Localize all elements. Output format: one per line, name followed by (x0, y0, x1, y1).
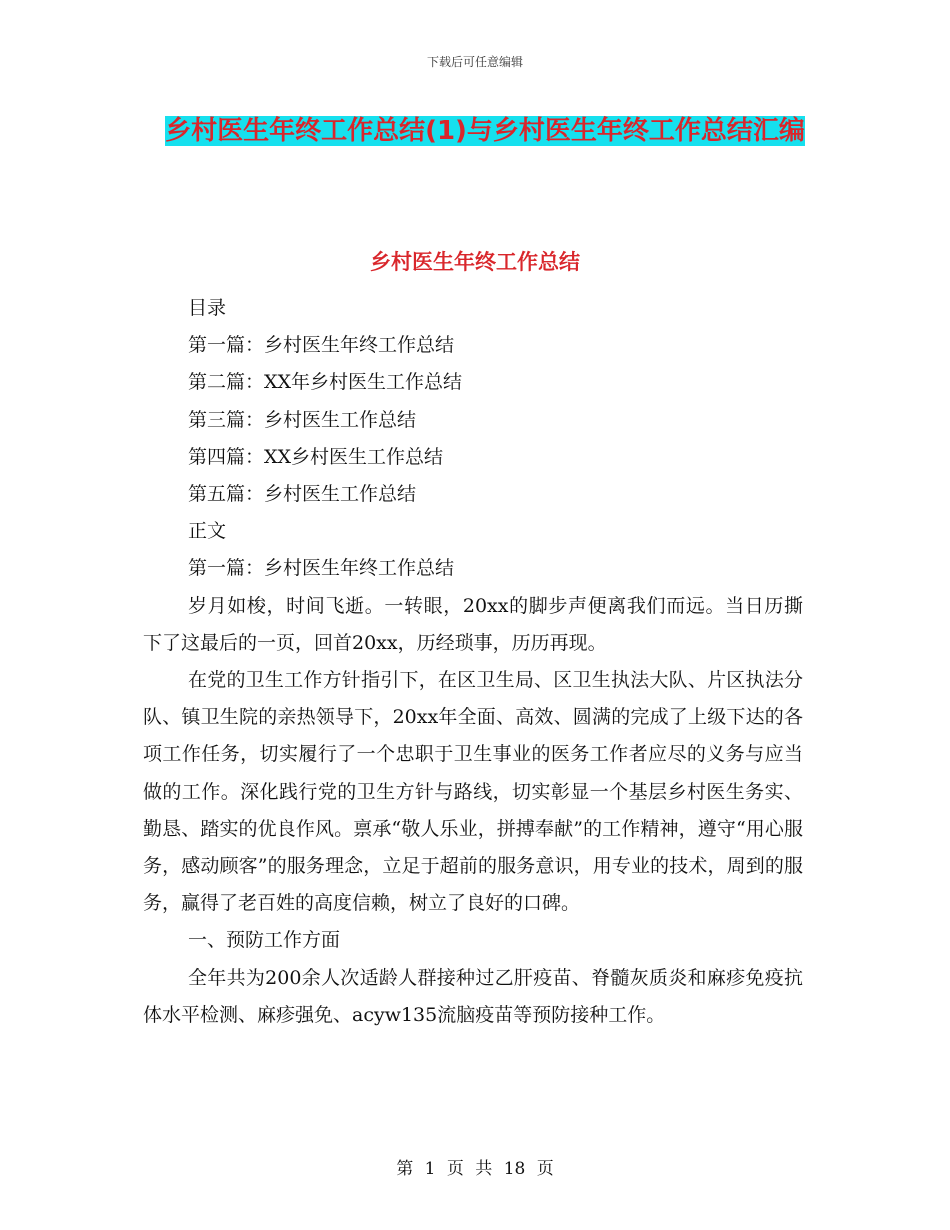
document-body (143, 290, 803, 1034)
document-title (140, 108, 830, 154)
paragraph: 在党的卫生工作方针指引下，在区卫生局、区卫生执法大队、片区执法分队、镇卫生院的亲热领导下，20xx年全面、高效、圆满的完成了上级下达的各项工作任务，切实履行了一个忠职于卫生事业的医务工作者应尽的义务与应当做的工作。深化践行党的卫生方针与路线，切实彰显一个基层乡村医生务实、勤恳、踏实的优良作风。禀承“敬人乐业，拼搏奉献”的工作精神，遵守“用心服务，感动顾客”的服务理念，立足于超前的服务意识，用专业的技术，周到的服务，赢得了老百姓的高度信赖，树立了良好的口碑。 (143, 669, 803, 915)
body-label: 正文 (188, 520, 227, 543)
paragraph: 岁月如梭，时间飞逝。一转眼，20xx的脚步声便离我们而远。当日历撕下了这最后的一页，回首20xx，历经琐事，历历再现。 (143, 594, 803, 654)
page-footer: 第 1 页 共 18 页 (396, 1159, 554, 1179)
toc-item: 第二篇：XX年乡村医生工作总结 (188, 371, 463, 394)
chapter-heading: 第一篇：乡村医生年终工作总结 (188, 557, 455, 580)
toc-item: 第一篇：乡村医生年终工作总结 (188, 334, 455, 357)
toc-item: 第四篇：XX乡村医生工作总结 (188, 445, 444, 468)
toc-item: 第五篇：乡村医生工作总结 (188, 483, 417, 506)
document-title-text: 乡村医生年终工作总结(1)与乡村医生年终工作总结汇编 (165, 116, 805, 146)
toc-heading: 目录 (188, 297, 227, 319)
paragraph: 全年共为200余人次适龄人群接种过乙肝疫苗、脊髓灰质炎和麻疹免疫抗体水平检测、麻疹强免、acyw135流脑疫苗等预防接种工作。 (143, 966, 803, 1026)
section-title: 乡村医生年终工作总结 (370, 250, 580, 274)
header-note: 下载后可任意编辑 (426, 55, 523, 69)
toc-item: 第三篇：乡村医生工作总结 (188, 408, 417, 431)
section-heading: 一、预防工作方面 (188, 929, 341, 952)
